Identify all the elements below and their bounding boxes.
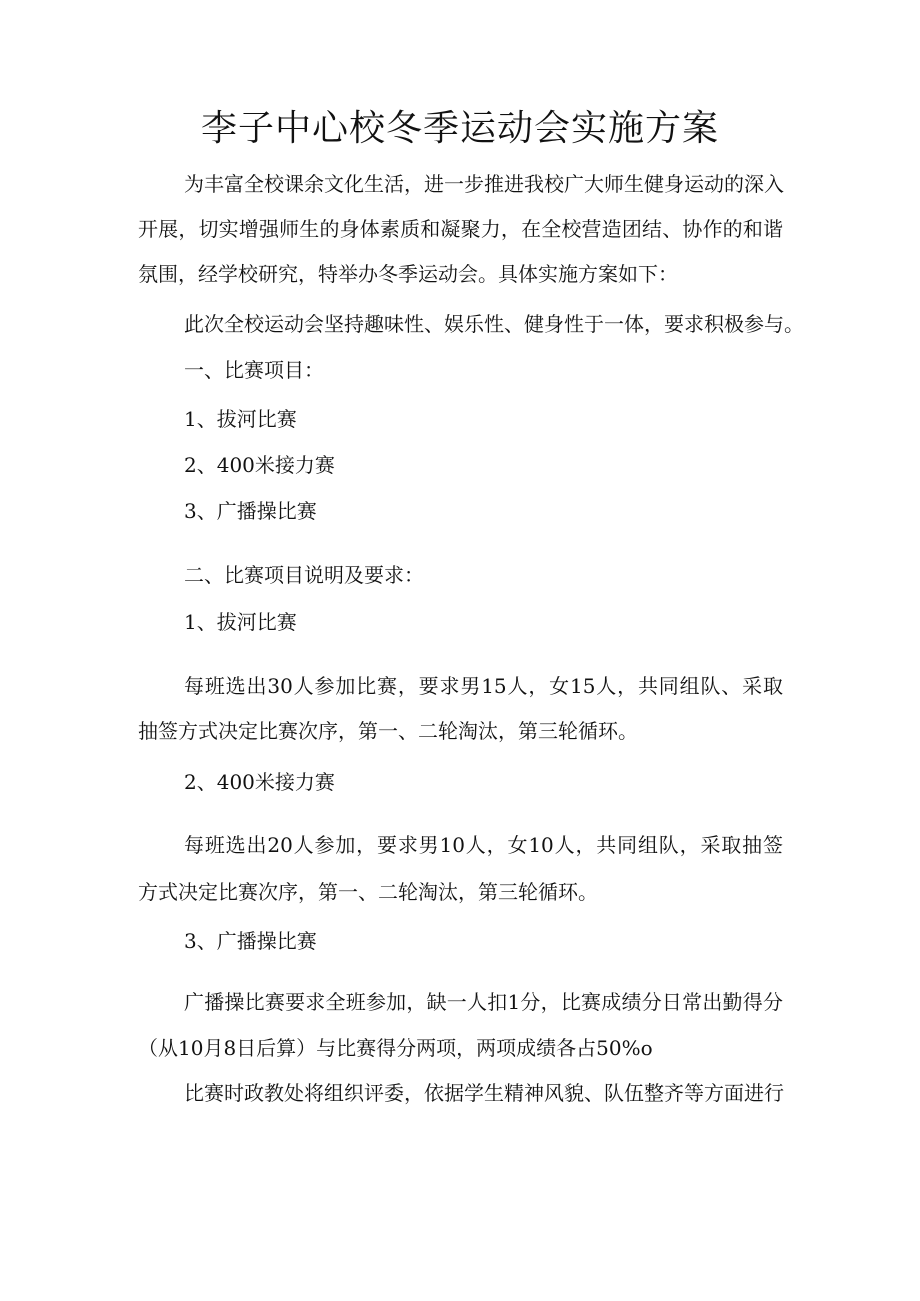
document-title: 李子中心校冬季运动会实施方案 bbox=[200, 108, 719, 149]
tug-line-2: 抽签方式决定比赛次序，第一、二轮淘汰，第三轮循环。 bbox=[138, 719, 638, 743]
relay-line-2: 方式决定比赛次序，第一、二轮淘汰，第三轮循环。 bbox=[138, 880, 598, 904]
exercise-line-2: （从10月8日后算）与比赛得分两项，两项成绩各占50%o bbox=[138, 1036, 653, 1060]
intro-line-3: 氛围，经学校研究，特举办冬季运动会。具体实施方案如下： bbox=[138, 262, 678, 286]
relay-heading: 2、400米接力赛 bbox=[184, 770, 335, 794]
tug-line-1: 每班选出30人参加比赛，要求男15人，女15人，共同组队、采取 bbox=[184, 674, 783, 698]
section-1-heading: 一、比赛项目： bbox=[184, 358, 324, 382]
intro-line-1: 为丰富全校课余文化生活，进一步推进我校广大师生健身运动的深入 bbox=[184, 172, 784, 196]
relay-line-1: 每班选出20人参加，要求男10人，女10人，共同组队，采取抽签 bbox=[184, 833, 783, 857]
event-item-tug-of-war: 1、拔河比赛 bbox=[184, 407, 297, 431]
event-item-exercise: 3、广播操比赛 bbox=[184, 499, 317, 523]
tug-heading: 1、拔河比赛 bbox=[184, 610, 297, 634]
exercise-heading: 3、广播操比赛 bbox=[184, 929, 317, 953]
principle-paragraph: 此次全校运动会坚持趣味性、娱乐性、健身性于一体，要求积极参与。 bbox=[184, 312, 804, 336]
judging-line: 比赛时政教处将组织评委，依据学生精神风貌、队伍整齐等方面进行 bbox=[184, 1081, 784, 1105]
section-2-heading: 二、比赛项目说明及要求： bbox=[184, 563, 424, 587]
event-item-relay: 2、400米接力赛 bbox=[184, 453, 335, 477]
exercise-line-1: 广播操比赛要求全班参加，缺一人扣1分，比赛成绩分日常出勤得分 bbox=[184, 990, 783, 1014]
intro-line-2: 开展，切实增强师生的身体素质和凝聚力，在全校营造团结、协作的和谐 bbox=[138, 217, 783, 241]
